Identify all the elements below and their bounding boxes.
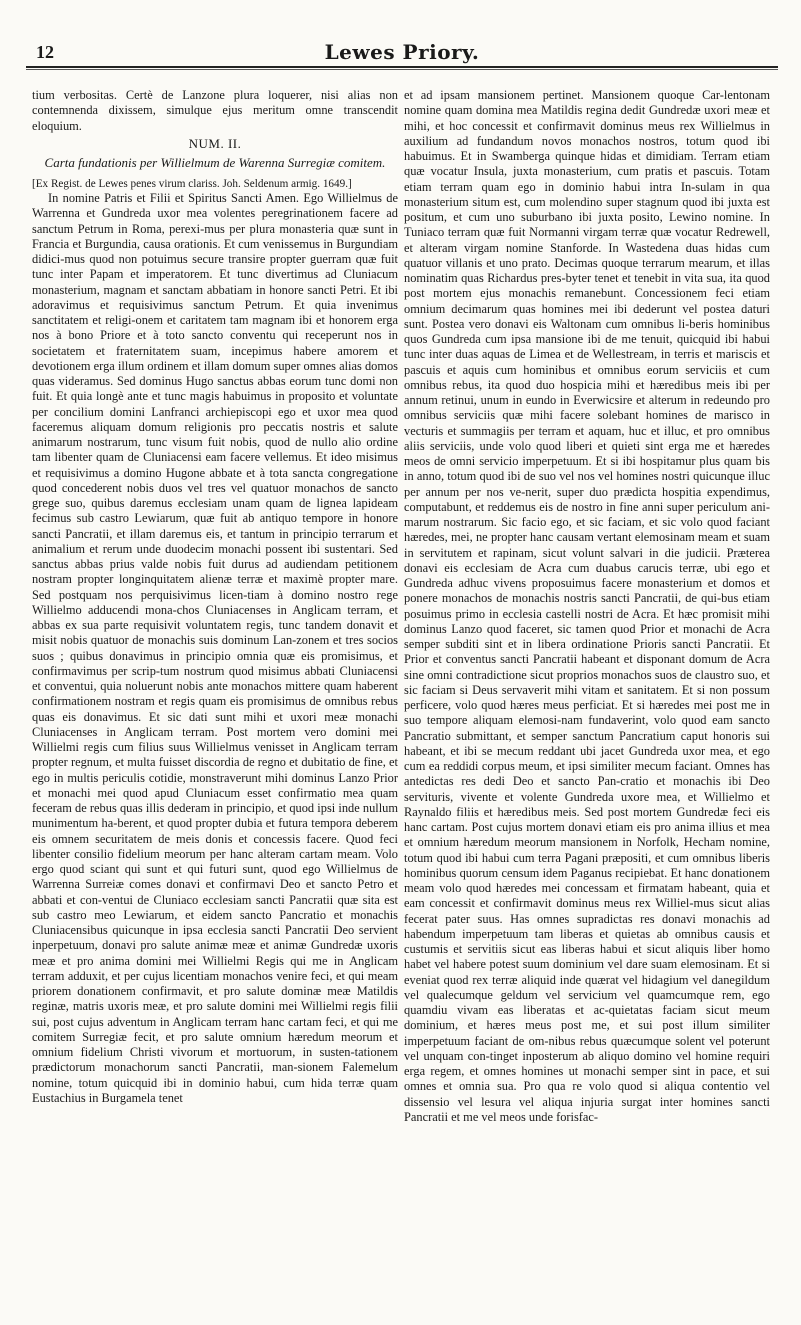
- intro-paragraph: tium verbositas. Certè de Lanzone plura loquerer, nisi alias non contemnenda dixissem, simulque ejus meritum omne transcendit eloquium.: [32, 88, 398, 133]
- page-number: 12: [36, 42, 54, 62]
- left-column: [32, 88, 398, 1106]
- header-rule: [26, 66, 778, 70]
- source-note: [Ex Regist. de Lewes penes virum clariss. Joh. Seldenum armig. 1649.]: [32, 178, 352, 190]
- charter-body-left: In nomine Patris et Filii et Spiritus Sancti Amen. Ego Willielmus de Warrenna et Gundreda uxor mea volentes peregrinationem facere ad sanctum Petrum in Roma, perexi-mus per plura monasteria quæ sunt in Francia et Burgundia, causa orationis. Et cum venissemus in Burgundiam didici-mus quod non potuimus secure transire propter guerram quæ fuit tunc inter Papam et imperatorem. Et tunc divertimus ad Cluniacum monasterium, magnam et sanctam abbatiam in honore sancti Petri. Et ibi adoravimus et requisivimus sanctum Petrum. Et quia invenimus sanctitatem et religi-onem et caritatem tam magnam ibi et honorem erga nos à bono Priore et à toto sancto conventu qui receperunt nos in societatem et fraternitatem suam, incepimus habere amorem et devotionem erga illum ordinem et illam domum super omnes alias domos quas videramus. Sed dominus Hugo sanctus abbas eorum tunc domi non fuit. Et quia longè ante et tunc magis habuimus in proposito et voluntate per concilium domini Lanfranci archiepiscopi ego et uxor mea quod faceremus aliquam domum religionis pro peccatis nostris et salute animarum nostrarum, tunc visum fuit nobis, quod de nullo alio ordine tam libenter quam de Cluniacensi eam facere vellemus. Et ideo misimus et requisivimus a domino Hugone abbate et à tota sancta congregatione quod concederent nobis duos vel tres vel quatuor monachos de sancto grege suo, quibus daremus ecclesiam unam quam de lignea lapideam fecimus sub castro Lewiarum, quæ fuit ab antiquo tempore in honore sancti Pancratii, et illam daremus eis, et tantum in principio terrarum et animalium et rerum unde duodecim monachi possent ibi sustentari. Sed sanctus abbas prius valde nobis fuit durus ad audiendam petitionem nostram propter longinquitatem alienæ terræ et maximè propter mare. Sed postquam nos perquisivimus licen-tiam à domino nostro rege Willielmo adducendi mona-chos Cluniacenses in Anglicam terram, et abbas ex sua parte requisivit voluntatem regis, tunc tandem donavit et misit nobis quatuor de monachis suis dominum Lan-zonem et tres socios suos ; quibus donavimus in principio omnia quæ eis promisimus, et confirmavimus per scrip-tum nostrum quod misimus abbati Cluniacensi et conventui, quia noluerunt nobis ante monachos mittere quam haberent confirmationem nostram et regis quam eis promisimus de omnibus rebus quas eis donavimus. Et sic dati sunt mihi et uxori meæ monachi Cluniacenses in Anglicam terram. Post mortem vero domini mei Willielmi regis cum filius suus Willielmus venisset in Anglicam terram propter regnum, et multa fuisset discordia de regno et dubitatio de fine, et ego in multis periculis cotidie, monstraverunt mihi dominus Lanzo Prior et monachi mei quod apud Cluniacum esset confirmatio mea quam feceram de rebus quas illis dederam in principio, et quod ipsi inde nullum munimentum ha-berent, et quod propter dubia et futura tempora deberem eis omnem securitatem de meis donis et concessis facere. Quod feci libenter consilio fidelium meorum per hanc alteram cartam meam. Volo ergo quod sciant qui sunt et qui futuri sunt, quod ego Willielmus de Warrenna Surreiæ comes donavi et confirmavi Deo et sancto Petro et abbati et con-ventui de Cluniaco ecclesiam sancti Pancratii quæ sita est sub castro meo Lewiarum, et eidem sancto Pancratio et monachis Cluniacensibus quicunque in ipsa ecclesia sancti Pancratii Deo servient inperpetuum, donavi pro salute animæ meæ et animæ Gundredæ uxoris meæ et pro anima domini mei Willielmi Regis qui me in Anglicam terram adduxit, et per cujus licentiam monachos venire feci, et qui meam priorem donationem confirmavit, et pro salute dominæ meæ Matildis reginæ, matris uxoris meæ, et pro salute domini mei Willielmi regis filii sui, post cujus adventum in Anglicam terram hanc cartam feci, et qui me comitem Surregiæ fecit, et pro salute omnium hæredum meorum et omnium fidelium Christi vivorum et mortuorum, in susten-tationem prædictorum monachorum sancti Pancratii, man-sionem Falemelum nomine, totum quicquid ibi in dominio habui, cum hida terræ quam Eustachius in Burgamela tenet: [32, 191, 398, 1105]
- right-column: [404, 88, 770, 1125]
- charter-title: Carta fundationis per Willielmum de Warenna Surregiæ comitem.: [44, 155, 386, 170]
- running-title: Lewes Priory.: [324, 40, 480, 64]
- document-number: NUM. II.: [188, 135, 242, 151]
- charter-body-right: et ad ipsam mansionem pertinet. Mansionem quoque Car-lentonam nomine quam domina mea Matildis regina dedit Gundredæ uxori meæ et mihi, et hoc concessit et confirmavit dominus meus rex Willielmus in auxilium ad fundandum novos monachos nostros, totum quod ibi habuimus. Et in Swamberga quinque hidas et dimidiam. Terram etiam quæ vocatur Insula, juxta monasterium, cum pratis et pascuis. Totam etiam terram quam ego in dominio habui intra In-sulam in qua monasterium situm est, cum molendino super stagnum quod ibi juxta est positum, et cum uno suburbano ibi juxta posito, Lewino nomine. In Tuniaco terram quæ fuit Normanni virgam terræ quæ vocatur Redrewell, et alteram virgam nomine Stanforde. In Wastedena duas hidas cum quatuor villanis et uno prato. Decimas quoque terrarum mearum, et illas nominatim quas Richardus pres-byter tenet et tenebit in vita sua, ita quod post mortem ejus monachis remanebunt. Concessionem feci etiam omnium decimarum quas homines mei ibi dederunt vel postea daturi sunt. Postea vero donavi eis Waltonam cum omnibus li-beris hominibus quos Gundreda cum ipsa mansione ibi de me tenuit, quicquid ibi habui tunc inter duas aquas de Limea et de Wellestream, in terris et mariscis et pascuis et aquis cum hominibus et omnibus eorum serviciis et cum omnibus rebus, ita quod duo hospicia mihi et hæredibus meis ibi per annum retinui, unum in eundo in Everwicsire et alterum in redeundo pro omnibus serviciis quæ mihi facere solebant homines de marisco in vecturis et summagiis per terram et aquam, huc et illuc, et pro omnibus aliis serviciis, unde volo quod liberi et quieti sint erga me et hæredes meos de omni servicio imperpetuum. Et si ibi hospitamur plus quam bis in anno, totum quod ibi de suo vel nos vel homines nostri quicunque illuc per annum per nos ve-nerit, super duo prædicta hospitia expendimus, computabunt, et reddemus eis de nostro in fine anni super periculum ani-marum nostrarum. Sic facio ego, et sic faciam, et sic volo quod faciant hæredes, mei, ne propter hanc causam vertant elemosinam meam et suam in servitutem et rapinam, sicut volunt salvari in die judicii. Præterea donavi eis ecclesiam de Acra cum duabus carucis terræ, ubi ego et Gundreda adhuc vivens proposuimus facere monasterium et domos et ponere monachos de monachis nostris sancti Pancratii, de qui-bus etiam posuimus primo in ecclesia castelli nostri de Acra. Et hæc promisit mihi dominus Lanzo quod faceret, sic tamen quod Prior et monachi de Acra semper subditi sint et in libera ordinatione Prioris sancti Pancratii. Et Prior et conventus sancti Pancratii habeant et disponant domum de Acra sine omni contradictione sicut proprios monachos suos de claustro suo, et sic faciam si Deus servaverit mihi vitam et sanitatem. Et si non possum perficere, volo quod hæres meus perficiat. Et si hæredes mei post me in suo tempore aliquam elemosi-nam fundaverint, volo quod eam sancto Pancratio submittant, et semper sanctum Pancratium caput honoris sui habeant, et ibi se mecum reddant ubi jacet Gundreda uxor mea, et ego cum ea reddidi corpus meum, et ipsi similiter mecum faciant. Omnes has antedictas res dedi Deo et sancto Pan-cratio et monachis ibi Deo servituris, vivente et volente Gundreda uxore mea, et Willielmo et Raynaldo filiis et hæredibus meis. Sed post mortem Gundredæ feci eis hanc cartam. Post cujus mortem donavi etiam eis pro anima illius et mea et omnium hæredum meorum mansionem in Norfolk, Hecham nomine, totum quod ibi habui cum terra Pagani præpositi, et cum omnibus liberis hominibus quorum censum idem Paganus recipiebat. Et hanc donationem meam volo quod hæredes mei concessam et firmatam habeant, quia et eam concessit et confirmavit dominus meus rex Williel-mus sicut alias fecerat pater suus. Has omnes supradictas res donavi monachis ad habendum imperpetuum tam liberas et quietas ab omnibus causis et custumis et servitiis sicut eas liberas habui et sicut aliquis liber homo habet vel habere potest suum dominium vel dare suam elemosinam. Et si eveniat quod rex terræ aliquid inde quærat vel hidagium vel danegildum vel qualecumque geldum vel servicium vel quamcumque rem, ego quamdiu vivam eas liberatas et ac-quietatas faciam sicut meum dominium, et hæres meus post me, et sui post illum similiter imperpetuum faciant de om-nibus rebus quæcumque solent vel poterunt vel unquam con-tinget inposterum ab aliquo domino vel homine requiri erga regem, et omnes homines ut monachi semper sint in pace, et sui omnes et omnia sua. Pro qua re volo quod si aliqua contentio vel dissensio vel lesura vel aliqua injuria surgat inter homines sancti Pancratii et me vel meos unde forisfac-: [404, 88, 770, 1124]
- page-header: [26, 40, 778, 70]
